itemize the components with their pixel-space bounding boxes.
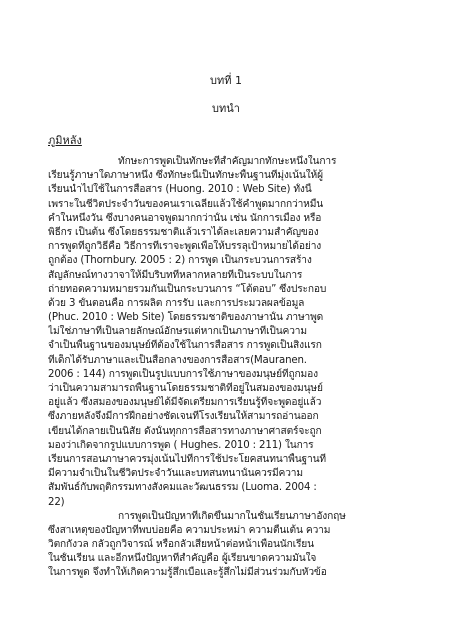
paragraph-1-line: (Phuc. 2010 : Web Site) โดยธรรมชาติของภาษานั้น ภาษาพูด [48,312,324,324]
paragraph-1-line: ถ่ายทอดความหมายรวมกันเป็นกระบวนการ “โต้ตอบ” ซึ่งประกอบ [48,283,327,295]
paragraph-1-line: คำในหนึ่งวัน ซึ่งบางคนอาจพูดมากกว่านั้น เช่น นักการเมือง หรือ [48,212,322,224]
paragraph-1-line: 22) [48,496,65,508]
paragraph-1-line: ถูกต้อง (Thornbury. 2005 : 2) การพูด เป็นกระบวนการสร้าง [48,255,312,267]
paragraph-1-line: จำเป็นพื้นฐานของมนุษย์ที่ต้องใช้ในการสื่อสาร การพูดเป็นสิ่งแรก [48,340,322,352]
paragraph-1-line: สัญลักษณ์ทางวาจาให้มีบริบทที่หลากหลายที่เป็นระบบในการ [48,269,303,281]
paragraph-2-line: วิตกกังวล กลัวถูกวิจารณ์ หรือกลัวเสียหน้าต่อหน้าเพื่อนนักเรียน [48,539,314,551]
paragraph-1-line: เขียนได้กลายเป็นนิสัย ดังนั้นทุกการสื่อสารทางภาษาศาสตร์จะถูก [48,425,322,437]
paragraph-1-line: เรียนรู้ภาษาใดภาษาหนึ่ง ซึ่งทักษะนี้เป็นทักษะพื้นฐานที่มุ่งเน้นให้ผู้ [48,170,323,182]
paragraph-1-line: การพูดที่ถูกวิธีคือ วิธีการที่เราจะพูดเพื่อให้บรรลุเป้าหมายได้อย่าง [48,241,322,253]
paragraph-1-line: มีความจำเป็นในชีวิตประจำวันและบทสนทนานั้นควรมีความ [48,468,303,480]
body-text [48,155,408,581]
paragraph-1-line: อยู่แล้ว ซึ่งสมองของมนุษย์ได้มีจัดเตรียมการเรียนรู้ที่จะพูดอยู่แล้ว [48,397,322,409]
paragraph-1-line: เรียนนำไปใช้ในการสื่อสาร (Huong. 2010 : Web Site) ทั้งนี้ [48,184,312,196]
paragraph-2-line: การพูดเป็นปัญหาที่เกิดขึ้นมากในชั้นเรียนภาษาอังกฤษ [118,510,346,522]
paragraph-1-line: ด้วย 3 ขั้นตอนคือ การผลิต การรับ และการประมวลผลข้อมูล [48,297,305,309]
paragraph-1-line: 2006 : 144) การพูดเป็นรูปแบบการใช้ภาษาของมนุษย์ที่ถูกมอง [48,368,318,380]
paragraph-1-line: มองว่าเกิดจากรูปแบบการพูด ( Hughes. 2010 : 211) ในการ [48,439,314,451]
paragraph-1-line: ซึ่งภายหลังจึงมีการฝึกอย่างชัดเจนที่โรงเรียนให้สามารถอ่านออก [48,411,319,423]
chapter-title: บทนำ [212,102,240,115]
paragraph-1-line: เรียนการสอนภาษาควรมุ่งเน้นไปที่การใช้ประโยคสนทนาพื้นฐานที่ [48,453,326,465]
paragraph-2-line: ซึ่งสาเหตุของปัญหาที่พบบ่อยคือ ความประหม่า ความตื่นเต้น ความ [48,524,331,536]
paragraph-1-line: เพราะในชีวิตประจำวันของคนเราเฉลี่ยแล้วใช้คำพูดมากกว่าหมื่น [48,198,324,210]
paragraph-1-line: สัมพันธ์กับพฤติกรรมทางสังคมและวัฒนธรรม (Luoma. 2004 : [48,482,317,494]
paragraph-2-line: ในการพูด จึงทำให้เกิดความรู้สึกเบื่อและรู้สึกไม่มีส่วนร่วมกับหัวข้อ [48,567,327,579]
paragraph-1-line: ทักษะการพูดเป็นทักษะที่สำคัญมากทักษะหนึ่งในการ [118,156,337,167]
section-heading: ภูมิหลัง [48,134,82,147]
paragraph-1-line: พิธีกร เป็นต้น ซึ่งโดยธรรมชาติแล้วเราได้ละเลยความสำคัญของ [48,226,319,238]
paragraph-2-line: ในชั้นเรียน และอีกหนึ่งปัญหาที่สำคัญคือ ผู้เรียนขาดความมั่นใจ [48,553,317,565]
paragraph-1-line: ไม่ใช่ภาษาที่เป็นลายลักษณ์อักษรแต่หากเป็นภาษาที่เป็นความ [48,326,307,338]
chapter-number: บทที่ 1 [210,74,242,87]
paragraph-1-line: ที่เด็กได้รับภาษาและเป็นสื่อกลางของการสื่อสาร(Mauranen. [48,354,307,366]
paragraph-1-line: ว่าเป็นความสามารถพื้นฐานโดยธรรมชาติที่อยู่ในสมองของมนุษย์ [48,383,323,394]
